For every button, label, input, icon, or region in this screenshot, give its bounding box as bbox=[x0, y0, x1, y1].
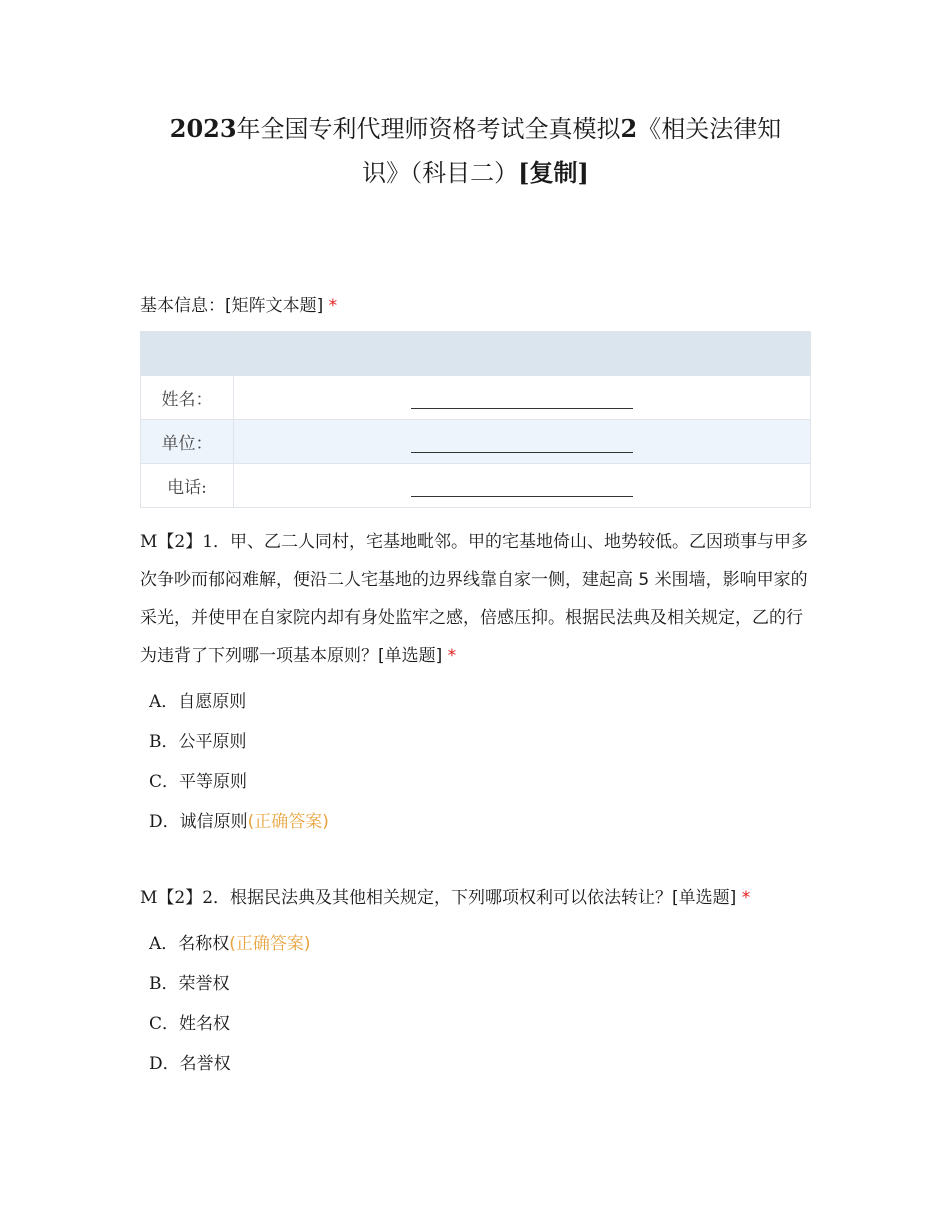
matrix-row-phone bbox=[141, 464, 811, 508]
question-type: [单选题] bbox=[672, 888, 737, 908]
option-letter: D． bbox=[149, 1054, 180, 1074]
required-mark: * bbox=[741, 888, 751, 908]
matrix-type: [矩阵文本题] bbox=[225, 296, 324, 316]
option-letter: D． bbox=[149, 812, 180, 832]
correct-answer-tag: (正确答案) bbox=[247, 812, 329, 832]
page-title bbox=[140, 107, 811, 195]
title-text-3: 识》（科目二） bbox=[362, 159, 519, 187]
matrix-header-row bbox=[141, 332, 811, 376]
option-letter: C． bbox=[149, 772, 180, 792]
option-text: 姓名权 bbox=[179, 1014, 231, 1034]
matrix-row-unit bbox=[141, 420, 811, 464]
blank-line[interactable] bbox=[411, 478, 633, 497]
option-letter: A． bbox=[149, 934, 179, 954]
option-a[interactable] bbox=[149, 682, 329, 722]
question-2-options bbox=[149, 924, 311, 1084]
correct-answer-tag: (正确答案) bbox=[229, 934, 311, 954]
option-d[interactable] bbox=[149, 1044, 311, 1084]
option-c[interactable] bbox=[149, 1004, 311, 1044]
title-line-2 bbox=[140, 151, 811, 195]
question-text: 甲、乙二人同村，宅基地毗邻。甲的宅基地倚山、地势较低。乙因琐事与甲多次争吵而郁闷难解，便沿二人宅基地的边界线靠自家一侧，建起高 5 米围墙，影响甲家的采光，并使甲在自家院内却有身处监牢之感，倍感压抑。根据民法典及相关规定，乙的行为违背了下列哪一项基本原则？ bbox=[140, 532, 809, 666]
question-1 bbox=[140, 523, 811, 675]
matrix-row-label: 单位： bbox=[141, 420, 234, 464]
name-field[interactable] bbox=[234, 376, 811, 420]
question-2 bbox=[140, 879, 811, 917]
option-text: 平等原则 bbox=[179, 772, 248, 792]
phone-field[interactable] bbox=[234, 464, 811, 508]
option-letter: B． bbox=[149, 732, 179, 752]
option-b[interactable] bbox=[149, 722, 329, 762]
title-text: 年全国专利代理师资格考试全真模拟 bbox=[236, 115, 621, 143]
option-c[interactable] bbox=[149, 762, 329, 802]
option-text: 公平原则 bbox=[178, 732, 247, 752]
option-text: 名誉权 bbox=[179, 1054, 231, 1074]
option-a[interactable] bbox=[149, 924, 311, 964]
matrix-row-name bbox=[141, 376, 811, 420]
title-year: 2023 bbox=[169, 114, 237, 143]
option-b[interactable] bbox=[149, 964, 311, 1004]
option-letter: B． bbox=[149, 974, 179, 994]
question-prefix: M【2】1． bbox=[140, 532, 231, 552]
title-line-1 bbox=[140, 107, 811, 151]
blank-line[interactable] bbox=[411, 390, 633, 409]
blank-line[interactable] bbox=[411, 434, 633, 453]
question-text: 根据民法典及其他相关规定，下列哪项权利可以依法转让？ bbox=[230, 888, 673, 908]
question-1-options bbox=[149, 682, 329, 842]
matrix-header-cell bbox=[234, 332, 811, 376]
copy-tag: [复制] bbox=[518, 158, 589, 187]
required-mark: * bbox=[328, 296, 338, 316]
option-text: 名称权 bbox=[178, 934, 230, 954]
matrix-label-text: 基本信息： bbox=[140, 296, 225, 316]
question-prefix: M【2】2． bbox=[140, 888, 231, 908]
matrix-table bbox=[140, 331, 811, 508]
unit-field[interactable] bbox=[234, 420, 811, 464]
option-letter: C． bbox=[149, 1014, 180, 1034]
option-letter: A． bbox=[149, 692, 179, 712]
question-type: [单选题] bbox=[378, 646, 443, 666]
matrix-row-label: 电话: bbox=[141, 464, 234, 508]
option-text: 自愿原则 bbox=[178, 692, 247, 712]
option-text: 荣誉权 bbox=[178, 974, 230, 994]
required-mark: * bbox=[447, 646, 457, 666]
matrix-header-cell bbox=[141, 332, 234, 376]
option-d[interactable] bbox=[149, 802, 329, 842]
matrix-row-label: 姓名： bbox=[141, 376, 234, 420]
title-number: 2 bbox=[620, 114, 638, 143]
matrix-question-label bbox=[140, 289, 337, 323]
option-text: 诚信原则 bbox=[179, 812, 248, 832]
title-text-2: 《相关法律知 bbox=[637, 115, 782, 143]
